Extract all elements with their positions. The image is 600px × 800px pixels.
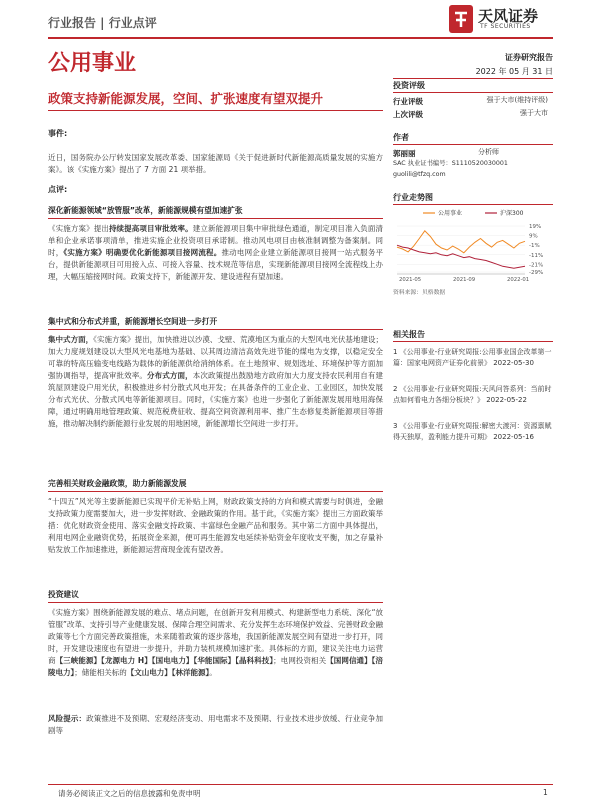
event-text: 近日，国务院办公厅转发国家发展改革委、国家能源局《关于促进新时代新能源高质量发展的实施方案》。该《实施方案》提出了 7 方面 21 项举措。 [48, 153, 383, 174]
s2-bold-b: 分布式方面， [147, 371, 193, 380]
section1-text [48, 223, 383, 283]
industry-rating-label: 行业评级 [393, 97, 423, 106]
section3-text: “十四五”风光等主要新能源已实现平价无补贴上网，财政政策支持的方向和模式需要与时俱进，金融支持政策力度需要加大，进一步发挥财政、金融政策的作用。基于此，《实施方案》提出三方面政策举措：优化财政资金使用、落实金融支持政策、丰富绿色金融产品和服务。其中第二方面中具体提出，利用电网企业融资优势，拓展资金来源，便可再生能源发电延续补贴资金年度收支平衡，加之存量补贴发放工作加速推进，新能源运营商现金流有望改善。 [48, 497, 383, 554]
chart-lines [397, 231, 525, 268]
sidebar-divider [393, 78, 553, 79]
report-category: 行业报告 | 行业点评 [48, 16, 157, 30]
prev-rating-value: 强于大市 [520, 109, 548, 117]
footer-disclaimer: 请务必阅读正文之后的信息披露和免责申明 [58, 789, 201, 798]
x-tick-label: 2022-01 [507, 277, 530, 283]
s2-text-a: 《实施方案》提出，加快推进以沙漠、戈壁、荒漠地区为重点的大型风电光伏基地建设；加大力度规划建设以大型风光电基地为基础、以其周边清洁高效先进节能的煤电为支撑，以稳定安全可靠的特高压输变电线路为载体的新能源供给消纳体系。在土地预审、规划选址、环境保护等方面加强协调指导，提高审批效率。 [48, 335, 383, 380]
s1-text-b: 建立新能源项目集中审批绿色 [192, 224, 292, 233]
s4-text-a: 《实施方案》围绕新能源发展的难点、堵点问题，在创新开发利用模式、构建新型电力系统、深化“放管服”改革、支持引导产业健康发展、保障合理空间需求、充分发挥生态环境保护效益、完善财政金融政策等七个方面完善政策措施，未来随着政策的逐步落地，我国新能源发展空间有望进一步打开，同时，开发建设速度也有望进一步提升，并助力装机规模加速扩张。具体标的方面，建议关注电力运营商 [48, 608, 383, 665]
related-report-3[interactable]: 3 《公用事业-行业研究周报:解密大渡河：资源禀赋得天独厚，盈利能力提升可期》 2022-05-16 [393, 422, 552, 441]
s4-tickers-c: 【文山电力】【林洋能源】 [126, 668, 210, 677]
page-number: 1 [543, 788, 548, 797]
trend-divider [393, 204, 553, 205]
s4-text-d: 。 [209, 668, 217, 677]
related-report-2[interactable]: 2 《公用事业-行业研究周报:天风问答系列：当前时点如何看电力各细分板块？》 2022-05-22 [393, 385, 552, 404]
s1-text-d: 推动电网企业建立新能源项目接网一站式服务平台，提供新能源项目可用接入点、可接入容量、技术规范等信息，实现新能源项目接网全流程线上办理，大幅压缩接网时间。政策支持下，新能源开发、建设进程有望加速。 [48, 248, 384, 281]
s4-tickers-b: 【国网信通】【涪陵电力】 [48, 656, 384, 677]
y-tick-label: 19% [529, 224, 542, 230]
s1-text-c: 通道，制定项目准入负面清单和企业承诺事项清单，推进实施企业投资项目承诺制。推动风电项目由核准制调整为备案制。同时， [48, 224, 384, 257]
related-divider [393, 341, 553, 342]
section4-divider [48, 602, 383, 603]
s1-bold-a: 持续提高项目审批效率。 [108, 224, 193, 233]
related-report-1[interactable]: 1 《公用事业-行业研究周报:公用事业国企改革第一篇：国家电网资产证券化前景》 2022-05-30 [393, 348, 552, 367]
risk-heading: 风险提示： [48, 714, 87, 723]
section4-text [48, 607, 383, 679]
x-tick-label: 2021-05 [399, 277, 422, 283]
series-line-1 [397, 231, 525, 253]
trend-heading: 行业走势图 [393, 193, 433, 202]
rating-divider [393, 92, 553, 93]
author-sac: SAC 执业证书编号：S1110520030001 [393, 160, 508, 167]
rating-heading: 投资评级 [393, 81, 425, 90]
author-name: 郭丽丽 [393, 149, 416, 158]
header-divider [48, 37, 553, 39]
brand-name-en: TF SECURITIES [480, 23, 531, 30]
page-title: 公用事业 [48, 51, 137, 76]
event-heading: 事件: [48, 129, 68, 138]
s1-text-a: 《实施方案》提出 [48, 224, 109, 233]
chart-source: 资料来源：贝格数据 [393, 290, 446, 296]
s2-bold-a: 集中式方面， [48, 335, 94, 344]
section1-divider [48, 218, 383, 219]
related-heading: 相关报告 [393, 330, 425, 339]
x-tick-label: 2021-09 [453, 277, 476, 283]
risk-body: 政策推进不及预期、宏观经济变动、用电需求不及预期、行业技术进步放缓、行业竞争加剧等 [48, 714, 384, 735]
s1-bold-b: 《实施方案》明确要优化新能源项目接网流程。 [63, 248, 222, 257]
author-divider [393, 144, 553, 145]
prev-rating-label: 上次评级 [393, 110, 423, 119]
section2-text [48, 334, 383, 430]
y-tick-label: 9% [529, 233, 538, 240]
section3-heading: 完善相关财政金融政策，助力新能源发展 [48, 479, 187, 488]
chart-legend [423, 209, 524, 217]
legend-label: 沪深300 [500, 210, 524, 217]
series-line-2 [397, 245, 525, 268]
author-role: 分析师 [478, 148, 499, 156]
section1-heading: 深化新能源领域“放管服”改革，新能源规模有望加速扩张 [48, 206, 243, 215]
legend-label: 公用事业 [438, 210, 463, 217]
report-date: 2022 年 05 月 31 日 [475, 67, 553, 76]
trend-chart [393, 208, 553, 286]
headline-divider [48, 110, 383, 111]
author-heading: 作者 [393, 133, 409, 142]
comment-heading: 点评: [48, 185, 68, 194]
s4-text-b: ；电网投资相关 [273, 656, 327, 665]
y-tick-label: -1% [529, 243, 540, 250]
section4-heading: 投资建议 [48, 590, 79, 599]
s4-tickers-a: 【三峡能源】【龙源电力 H】【国电电力】【华能国际】【晶科科技】 [55, 656, 274, 665]
risk-text [48, 713, 383, 737]
report-type: 证券研究报告 [505, 53, 553, 62]
section3-divider [48, 491, 383, 492]
s4-text-c: ；储能相关标的 [74, 668, 127, 677]
y-tick-label: -29% [529, 270, 544, 276]
footer-divider [48, 784, 553, 785]
author-email[interactable]: guolili@tfzq.com [393, 171, 446, 178]
section2-heading: 集中式和分布式并重，新能源增长空间进一步打开 [48, 317, 218, 326]
y-tick-label: -21% [529, 262, 544, 269]
brand-name: 天风证券 [478, 7, 539, 25]
tf-logo-icon [447, 3, 475, 35]
s2-text-b: 本次政策提出鼓励地方政府加大力度支持农民利用自有建筑屋顶建设户用光伏，积极推进乡村分散式风电开发；在具备条件的工业企业、工业园区，加快发展分布式光伏、分散式风电等新能源项目。同时，《实施方案》也进一步强化了新能源发展用地用海保障，通过明确用地管理政策、规范税费征收、提高空间资源利用率、推广生态修复类新能源项目等措施，推动解决制约新能源行业发展的用地困境，新能源增长空间进一步打开。 [48, 371, 384, 428]
industry-rating-value: 强于大市(维持评级) [486, 96, 548, 104]
report-headline: 政策支持新能源发展，空间、扩张速度有望双提升 [48, 91, 324, 106]
section2-divider [48, 329, 383, 330]
y-tick-label: -11% [529, 252, 544, 259]
